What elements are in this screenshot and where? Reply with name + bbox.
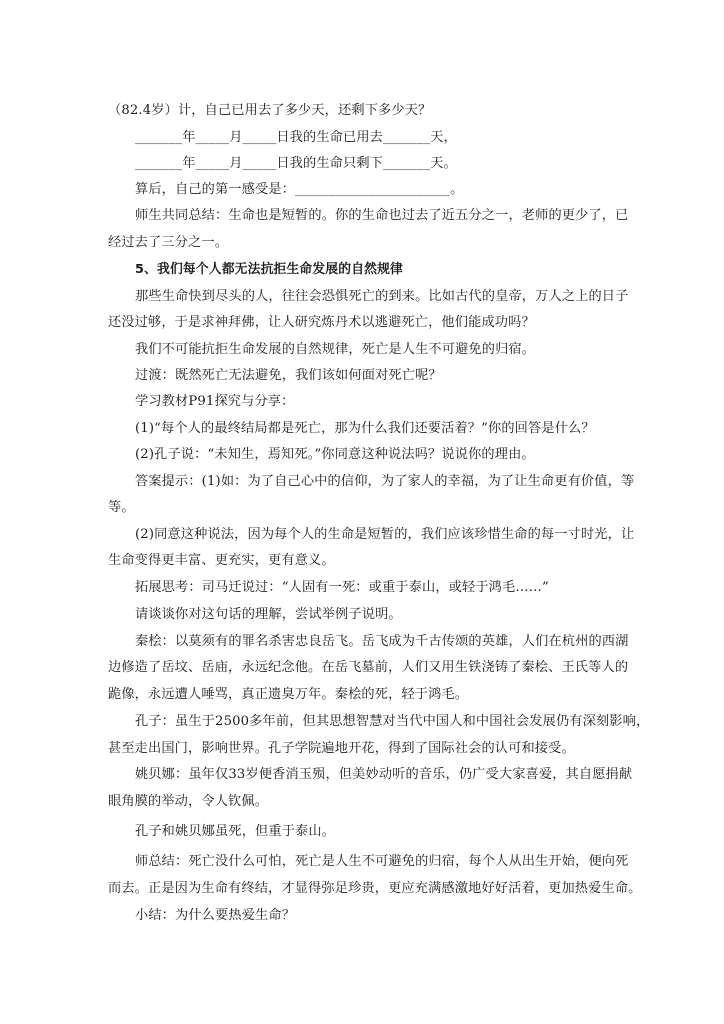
text-line: 跪像，永远遭人唾骂，真正遗臭万年。秦桧的死，轻于鸿毛。 (108, 687, 469, 702)
text-line: 姚贝娜：虽年仅33岁便香消玉殒，但美妙动听的音乐，仍广受大家喜爱，其自愿捐献 (135, 767, 633, 782)
text-line: 答案提示：(1)如：为了自己心中的信仰，为了家人的幸福，为了让生命更有价值，等 (135, 474, 635, 489)
text-line: 而去。正是因为生命有终结，才显得弥足珍贵，更应充满感激地好好活着，更加热爱生命。 (108, 881, 642, 896)
text-line: _______年_____月_____日我的生命已用去_______天， (135, 130, 457, 145)
text-line: 我们不可能抗拒生命发展的自然规律，死亡是人生不可避免的归宿。 (135, 342, 536, 357)
text-line: 那些生命快到尽头的人，往往会恐惧死亡的到来。比如古代的皇帝，万人之上的日子 (135, 289, 629, 304)
text-line: （82.4岁）计，自己已用去了多少天，还剩下多少天？ (108, 103, 432, 118)
text-line: _______年_____月_____日我的生命只剩下_______天。 (135, 156, 457, 171)
text-line: 甚至走出国门，影响世界。孔子学院遍地开花，得到了国际社会的认可和接受。 (108, 741, 575, 756)
text-line: 师总结：死亡没什么可怕，死亡是人生不可避免的归宿，每个人从出生开始，便向死 (135, 854, 629, 869)
text-line: (2)同意这种说法，因为每个人的生命是短暂的，我们应该珍惜生命的每一寸时光，让 (135, 527, 635, 542)
text-line: 学习教材P91探究与分享： (135, 394, 295, 409)
text-line: 边修造了岳坟、岳庙，永远纪念他。在岳飞墓前，人们又用生铁浇铸了秦桧、王氏等人的 (108, 660, 629, 675)
text-line: 请谈谈你对这句话的理解，尝试举例子说明。 (135, 607, 402, 622)
text-line: (2)孔子说：“未知生，焉知死。”你同意这种说法吗？说说你的理由。 (135, 447, 535, 462)
text-line: 眼角膜的举动，令人钦佩。 (108, 794, 269, 809)
text-line: 孔子：虽生于2500多年前，但其思想智慧对当代中国人和中国社会发展仍有深刻影响， (135, 714, 650, 729)
text-line: 孔子和姚贝娜虽死，但重于泰山。 (135, 824, 336, 839)
text-line: 秦桧：以莫须有的罪名杀害忠良岳飞。岳飞成为千古传颂的英雄，人们在杭州的西湖 (135, 634, 629, 649)
text-line: 等。 (108, 500, 135, 515)
text-line: 过渡：既然死亡无法避免，我们该如何面对死亡呢？ (135, 368, 442, 383)
text-line: (1)“每个人的最终结局都是死亡，那为什么我们还要活着？”你的回答是什么？ (135, 421, 595, 436)
text-line: 师生共同总结：生命也是短暂的。你的生命也过去了近五分之一，老师的更少了，已 (135, 208, 629, 223)
text-line: 经过去了三分之一。 (108, 235, 229, 250)
section-heading: 5、我们每个人都无法抗拒生命发展的自然规律 (135, 262, 403, 277)
text-line: 还没过够，于是求神拜佛，让人研究炼丹术以逃避死亡，他们能成功吗？ (108, 315, 535, 330)
text-line: 算后，自己的第一感受是：_______________________。 (135, 182, 464, 197)
text-line: 小结：为什么要热爱生命？ (135, 908, 296, 923)
text-line: 生命变得更丰富、更充实，更有意义。 (108, 553, 335, 568)
text-line: 拓展思考：司马迁说过：“人固有一死：或重于泰山，或轻于鸿毛……” (135, 580, 549, 595)
